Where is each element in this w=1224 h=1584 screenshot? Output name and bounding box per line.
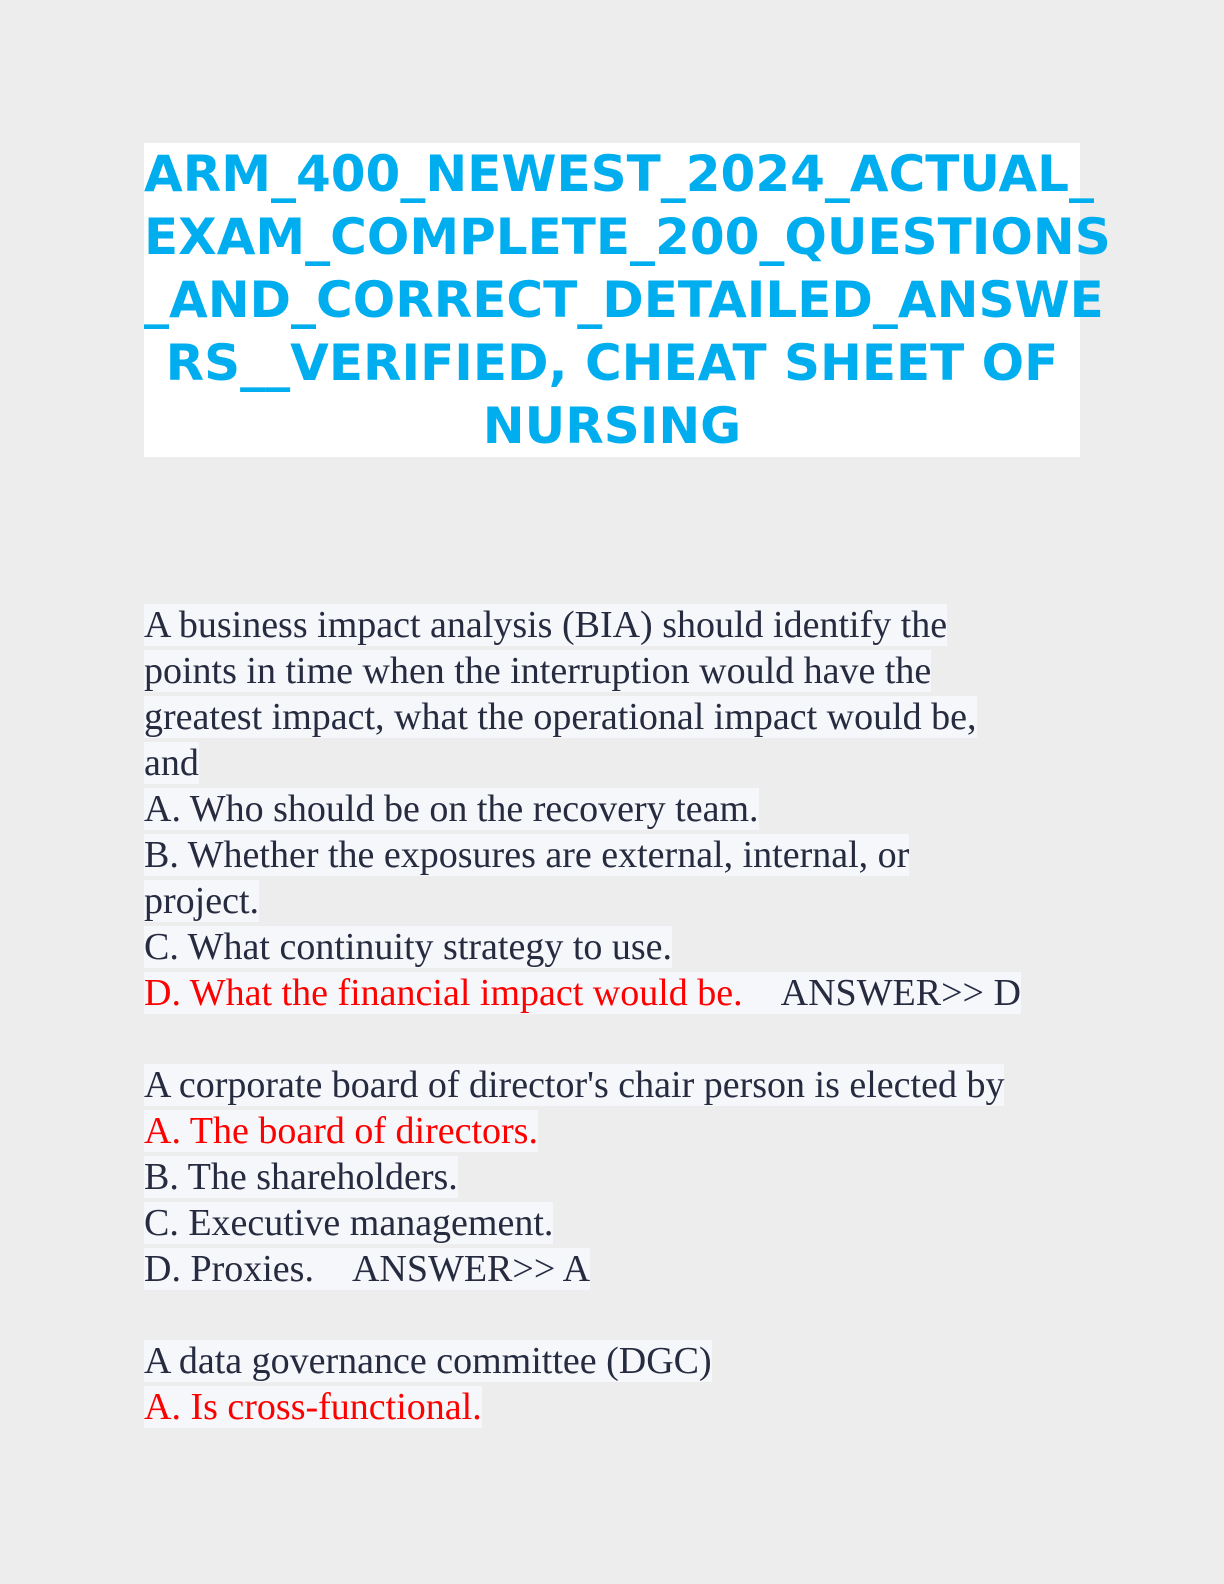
title-box <box>144 143 1111 457</box>
spacer <box>144 1016 1084 1062</box>
option-a: A. Who should be on the recovery team. <box>144 788 759 830</box>
question-text: points in time when the interruption would have the <box>144 650 932 692</box>
spacer <box>144 1292 1084 1338</box>
title-line: ARM_400_NEWEST_2024_ACTUAL_ <box>144 145 1095 203</box>
question-text: and <box>144 742 199 784</box>
question-text: A data governance committee (DGC) <box>144 1340 712 1382</box>
option-a-correct <box>144 1108 1084 1154</box>
questions-list <box>144 602 1084 1430</box>
answer-label: ANSWER>> D <box>780 972 1021 1014</box>
title-line: NURSING <box>482 397 742 455</box>
option-c: C. Executive management. <box>144 1202 554 1244</box>
option-d: D. Proxies. ANSWER>> A <box>144 1248 591 1290</box>
question-block <box>144 1338 1084 1430</box>
correct-answer-text: A. The board of directors. <box>144 1110 538 1152</box>
question-text: A business impact analysis (BIA) should identify the <box>144 604 948 646</box>
option-b: B. Whether the exposures are external, internal, or <box>144 834 910 876</box>
option-d-correct <box>144 970 1084 1016</box>
answer-label: ANSWER>> A <box>351 1248 591 1290</box>
option-c: C. What continuity strategy to use. <box>144 926 673 968</box>
option-a-correct <box>144 1384 1084 1430</box>
option-b: project. <box>144 880 260 922</box>
question-block <box>144 1062 1084 1292</box>
question-text: greatest impact, what the operational impact would be, <box>144 696 977 738</box>
correct-answer-text: A. Is cross-functional. <box>144 1386 482 1428</box>
title-line: _AND_CORRECT_DETAILED_ANSWE <box>144 271 1104 329</box>
question-text: A corporate board of director's chair person is elected by <box>144 1064 1005 1106</box>
correct-answer-text: D. What the financial impact would be. <box>144 972 743 1014</box>
title-line: EXAM_COMPLETE_200_QUESTIONS <box>144 208 1111 266</box>
title-line: RS__VERIFIED, CHEAT SHEET OF <box>165 334 1059 392</box>
question-block <box>144 602 1084 1016</box>
document-title <box>144 143 1111 458</box>
option-b: B. The shareholders. <box>144 1156 458 1198</box>
